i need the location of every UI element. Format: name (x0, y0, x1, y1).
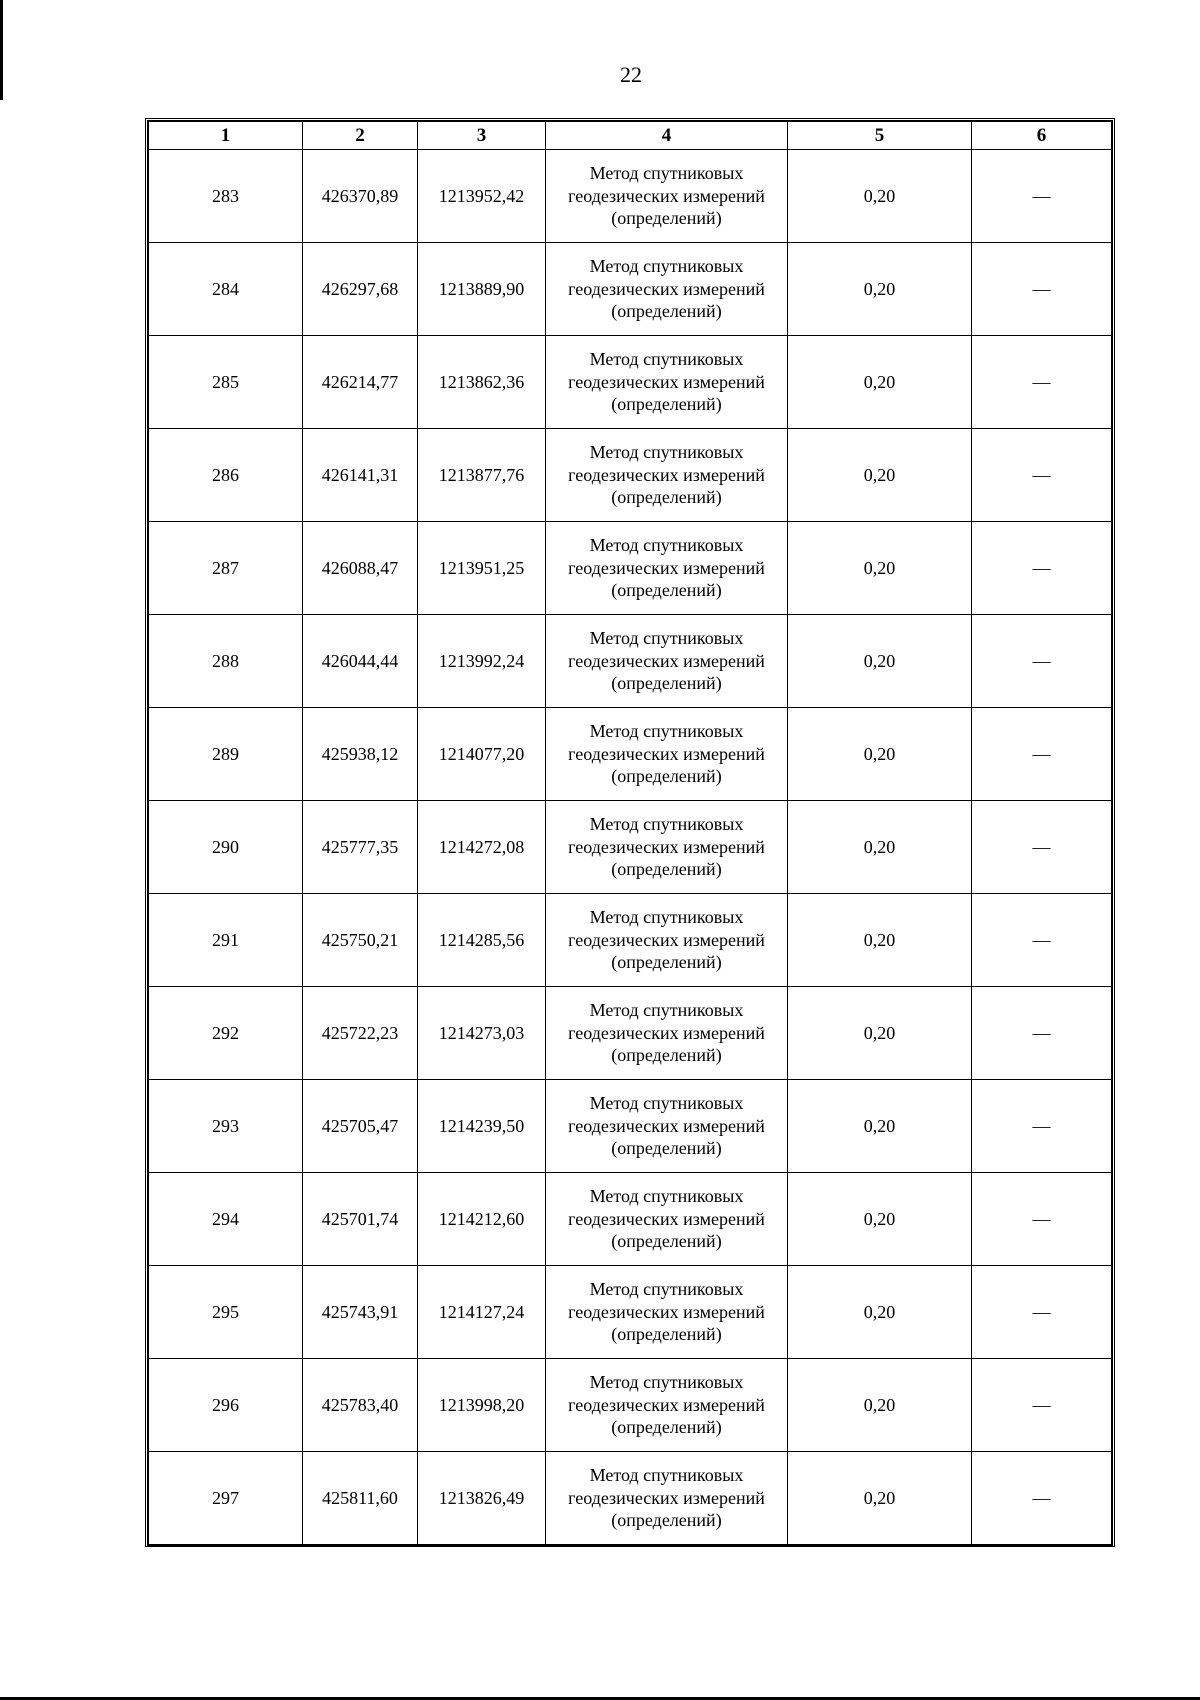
formula-cell: — (972, 1266, 1112, 1359)
accuracy-cell: 0,20 (788, 1266, 972, 1359)
formula-cell: — (972, 336, 1112, 429)
page-number: 22 (620, 62, 642, 87)
method-cell: Метод спутниковых геодезических измерений (определений) (546, 615, 788, 708)
method-cell: Метод спутниковых геодезических измерений (определений) (546, 1359, 788, 1452)
y-coordinate-cell: 1213952,42 (418, 150, 546, 243)
table-row (149, 987, 1112, 1080)
accuracy-cell: 0,20 (788, 1173, 972, 1266)
point-number-cell: 292 (149, 987, 303, 1080)
formula-cell: — (972, 987, 1112, 1080)
formula-cell: — (972, 615, 1112, 708)
point-number-cell: 295 (149, 1266, 303, 1359)
method-cell: Метод спутниковых геодезических измерений (определений) (546, 1266, 788, 1359)
formula-cell: — (972, 150, 1112, 243)
point-number-cell: 287 (149, 522, 303, 615)
formula-cell: — (972, 894, 1112, 987)
table-row (149, 1266, 1112, 1359)
accuracy-cell: 0,20 (788, 336, 972, 429)
table-row (149, 429, 1112, 522)
x-coordinate-cell: 425783,40 (303, 1359, 418, 1452)
x-coordinate-cell: 425777,35 (303, 801, 418, 894)
method-cell: Метод спутниковых геодезических измерений (определений) (546, 801, 788, 894)
y-coordinate-cell: 1214239,50 (418, 1080, 546, 1173)
y-coordinate-cell: 1213862,36 (418, 336, 546, 429)
point-number-cell: 297 (149, 1452, 303, 1545)
y-coordinate-cell: 1214273,03 (418, 987, 546, 1080)
method-cell: Метод спутниковых геодезических измерений (определений) (546, 1173, 788, 1266)
method-cell: Метод спутниковых геодезических измерений (определений) (546, 987, 788, 1080)
accuracy-cell: 0,20 (788, 522, 972, 615)
formula-cell: — (972, 243, 1112, 336)
table-row (149, 1359, 1112, 1452)
y-coordinate-cell: 1213951,25 (418, 522, 546, 615)
x-coordinate-cell: 425743,91 (303, 1266, 418, 1359)
y-coordinate-cell: 1213877,76 (418, 429, 546, 522)
x-coordinate-cell: 425750,21 (303, 894, 418, 987)
table-row (149, 522, 1112, 615)
table-row (149, 1452, 1112, 1545)
y-coordinate-cell: 1213998,20 (418, 1359, 546, 1452)
x-coordinate-cell: 426297,68 (303, 243, 418, 336)
y-coordinate-cell: 1214077,20 (418, 708, 546, 801)
table-row (149, 243, 1112, 336)
y-coordinate-cell: 1214272,08 (418, 801, 546, 894)
table-row (149, 1173, 1112, 1266)
method-cell: Метод спутниковых геодезических измерений (определений) (546, 429, 788, 522)
accuracy-cell: 0,20 (788, 801, 972, 894)
x-coordinate-cell: 425705,47 (303, 1080, 418, 1173)
x-coordinate-cell: 426088,47 (303, 522, 418, 615)
formula-cell: — (972, 708, 1112, 801)
method-cell: Метод спутниковых геодезических измерений (определений) (546, 1452, 788, 1545)
point-number-cell: 294 (149, 1173, 303, 1266)
method-cell: Метод спутниковых геодезических измерений (определений) (546, 894, 788, 987)
x-coordinate-cell: 425811,60 (303, 1452, 418, 1545)
accuracy-cell: 0,20 (788, 708, 972, 801)
formula-cell: — (972, 1452, 1112, 1545)
accuracy-cell: 0,20 (788, 429, 972, 522)
x-coordinate-cell: 426214,77 (303, 336, 418, 429)
x-coordinate-cell: 426141,31 (303, 429, 418, 522)
coordinates-table (148, 121, 1112, 1545)
method-cell: Метод спутниковых геодезических измерений (определений) (546, 708, 788, 801)
point-number-cell: 283 (149, 150, 303, 243)
header-row (149, 122, 1112, 150)
point-number-cell: 296 (149, 1359, 303, 1452)
y-coordinate-cell: 1214285,56 (418, 894, 546, 987)
table-row (149, 615, 1112, 708)
accuracy-cell: 0,20 (788, 150, 972, 243)
point-number-cell: 286 (149, 429, 303, 522)
formula-cell: — (972, 1359, 1112, 1452)
method-cell: Метод спутниковых геодезических измерений (определений) (546, 243, 788, 336)
accuracy-cell: 0,20 (788, 1359, 972, 1452)
x-coordinate-cell: 426370,89 (303, 150, 418, 243)
table-header (149, 122, 1112, 150)
formula-cell: — (972, 801, 1112, 894)
accuracy-cell: 0,20 (788, 894, 972, 987)
header-col-1: 1 (149, 122, 303, 150)
formula-cell: — (972, 429, 1112, 522)
header-col-6: 6 (972, 122, 1112, 150)
method-cell: Метод спутниковых геодезических измерений (определений) (546, 1080, 788, 1173)
x-coordinate-cell: 425938,12 (303, 708, 418, 801)
y-coordinate-cell: 1214127,24 (418, 1266, 546, 1359)
table-row (149, 336, 1112, 429)
table-row (149, 1080, 1112, 1173)
y-coordinate-cell: 1214212,60 (418, 1173, 546, 1266)
formula-cell: — (972, 522, 1112, 615)
x-coordinate-cell: 426044,44 (303, 615, 418, 708)
header-col-5: 5 (788, 122, 972, 150)
x-coordinate-cell: 425701,74 (303, 1173, 418, 1266)
header-col-4: 4 (546, 122, 788, 150)
header-col-2: 2 (303, 122, 418, 150)
point-number-cell: 291 (149, 894, 303, 987)
accuracy-cell: 0,20 (788, 987, 972, 1080)
accuracy-cell: 0,20 (788, 1452, 972, 1545)
point-number-cell: 284 (149, 243, 303, 336)
point-number-cell: 288 (149, 615, 303, 708)
table-row (149, 801, 1112, 894)
point-number-cell: 285 (149, 336, 303, 429)
y-coordinate-cell: 1213889,90 (418, 243, 546, 336)
table-body (149, 150, 1112, 1545)
accuracy-cell: 0,20 (788, 243, 972, 336)
method-cell: Метод спутниковых геодезических измерений (определений) (546, 522, 788, 615)
y-coordinate-cell: 1213826,49 (418, 1452, 546, 1545)
coordinates-table-frame (145, 118, 1115, 1547)
accuracy-cell: 0,20 (788, 1080, 972, 1173)
point-number-cell: 293 (149, 1080, 303, 1173)
method-cell: Метод спутниковых геодезических измерений (определений) (546, 336, 788, 429)
accuracy-cell: 0,20 (788, 615, 972, 708)
header-col-3: 3 (418, 122, 546, 150)
table-row (149, 894, 1112, 987)
point-number-cell: 289 (149, 708, 303, 801)
y-coordinate-cell: 1213992,24 (418, 615, 546, 708)
formula-cell: — (972, 1173, 1112, 1266)
table-row (149, 150, 1112, 243)
table-row (149, 708, 1112, 801)
x-coordinate-cell: 425722,23 (303, 987, 418, 1080)
formula-cell: — (972, 1080, 1112, 1173)
point-number-cell: 290 (149, 801, 303, 894)
method-cell: Метод спутниковых геодезических измерений (определений) (546, 150, 788, 243)
